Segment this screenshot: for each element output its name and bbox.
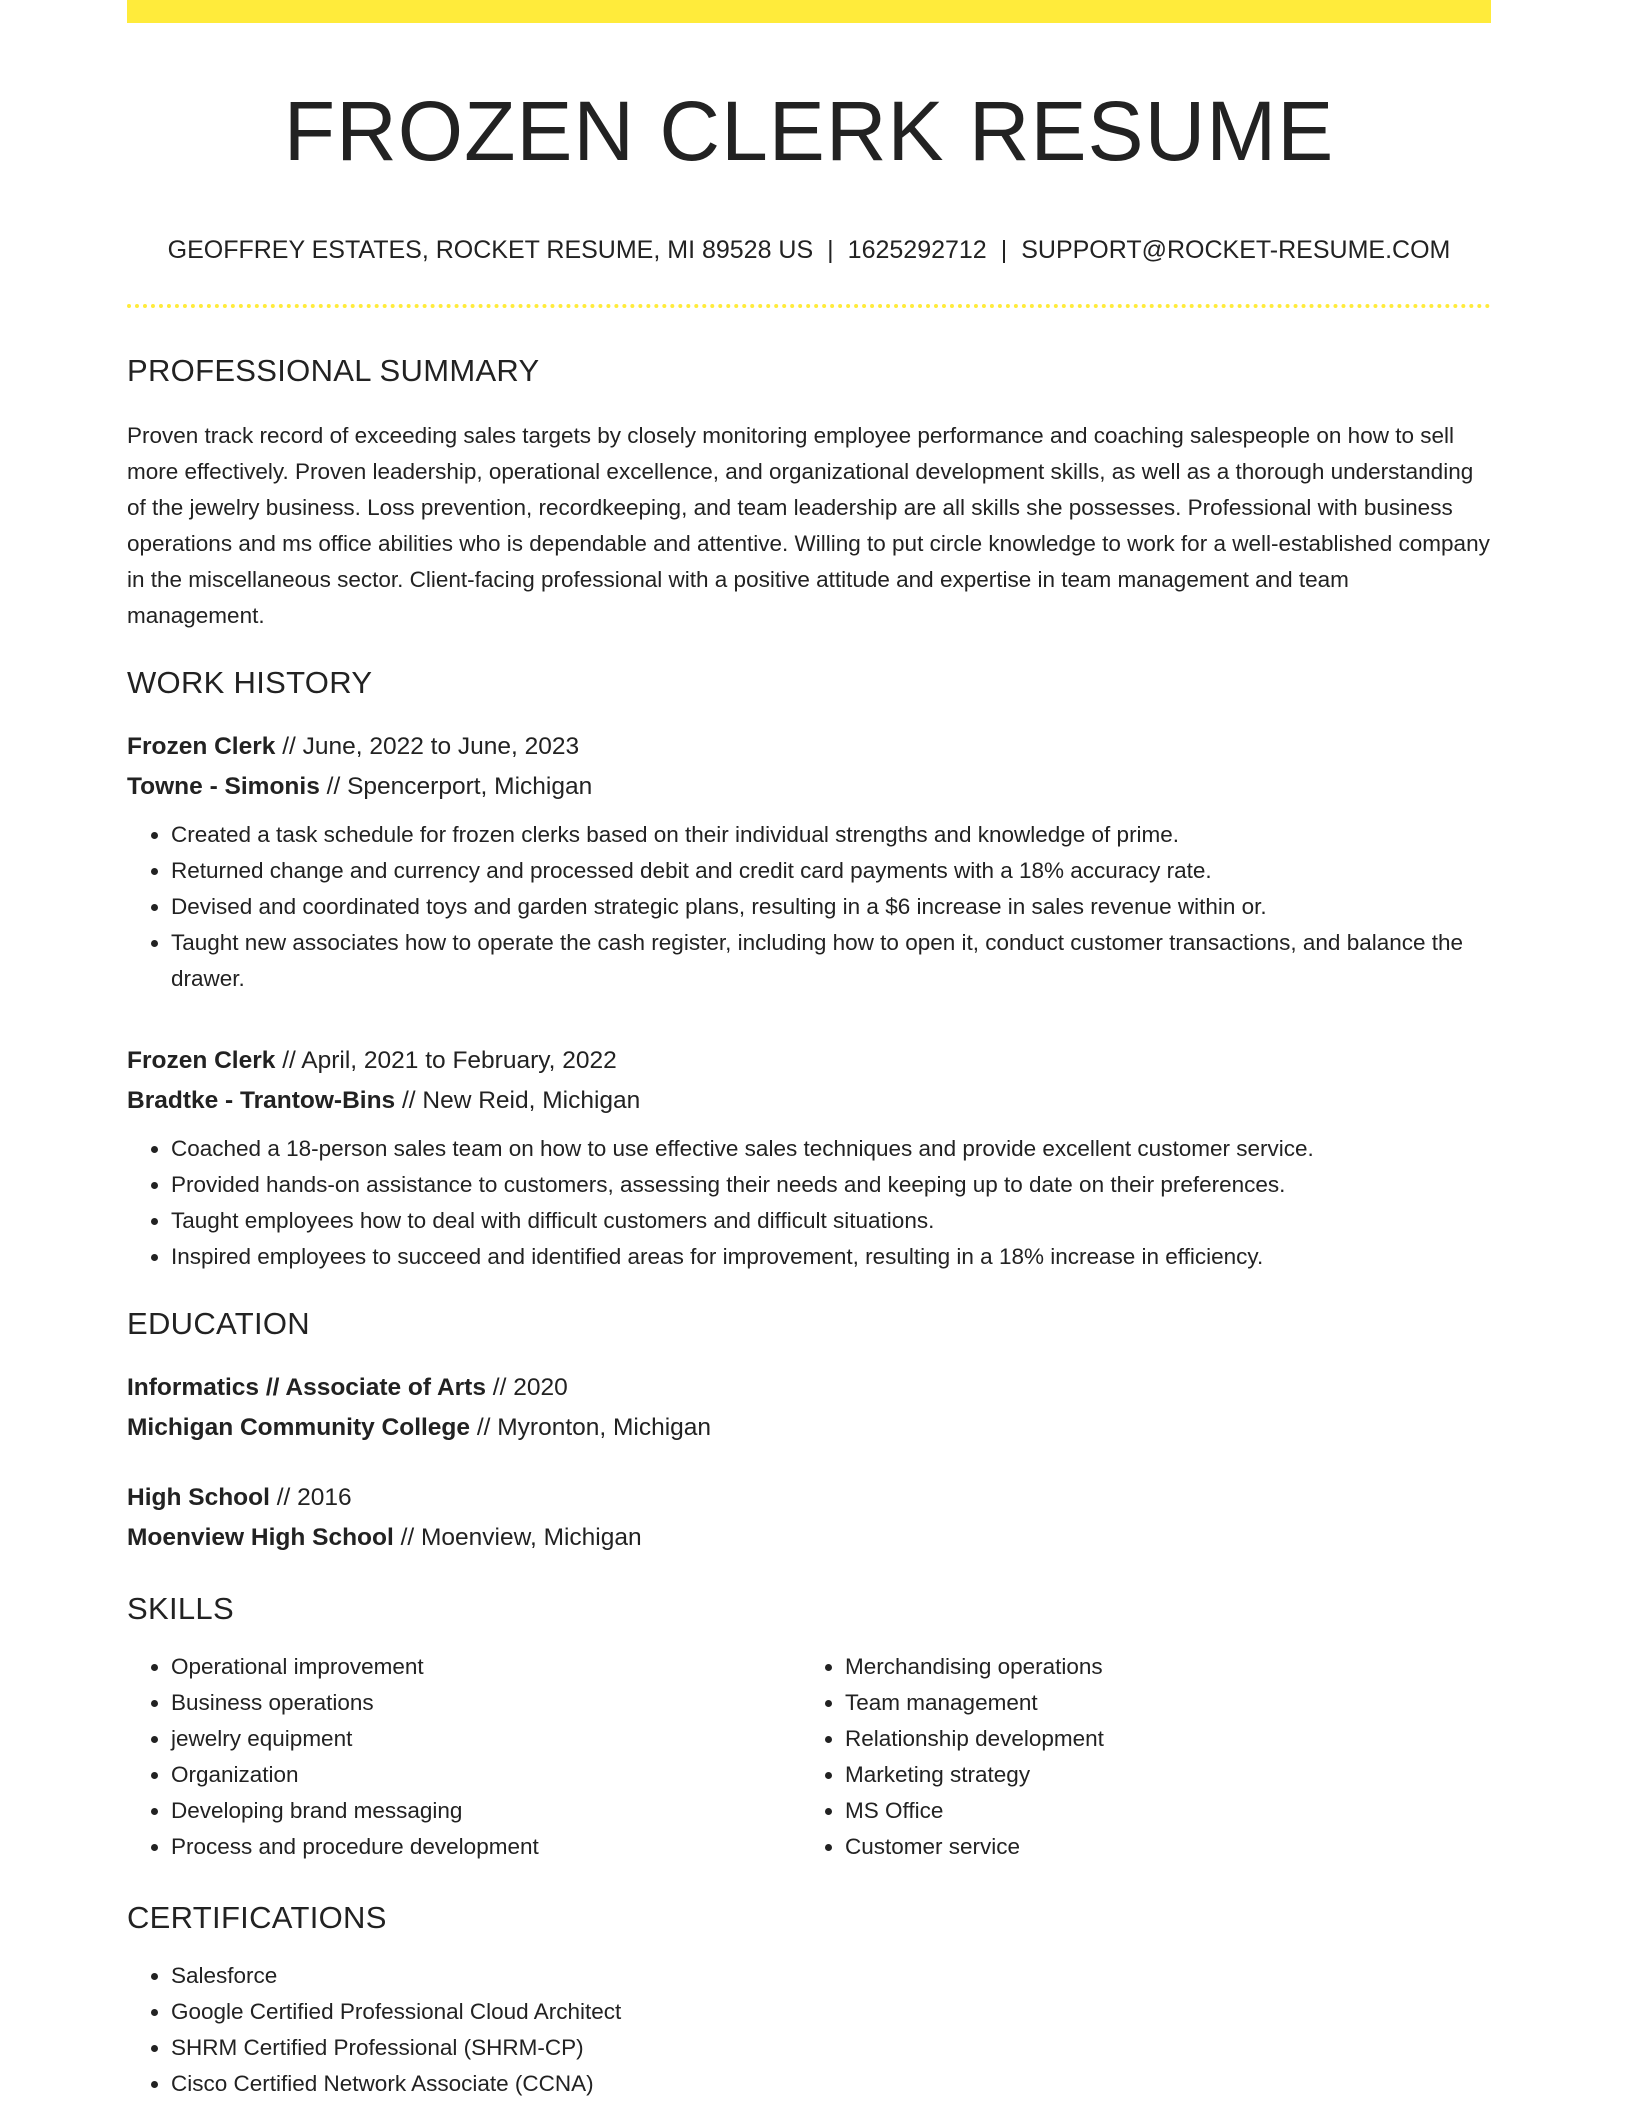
list-item: • Taught new associates how to operate the cash register, including how to open it, conduct customer transactions, and balance the drawer.	[171, 925, 1491, 997]
job-bullets	[127, 817, 1491, 997]
job-company: Towne - Simonis	[127, 772, 320, 800]
job-entry	[127, 1041, 1491, 1275]
job-dates: // April, 2021 to February, 2022	[275, 1046, 617, 1074]
skill-item: • Marketing strategy	[845, 1757, 1104, 1793]
dotted-divider	[127, 304, 1491, 308]
contact-separator: |	[1000, 236, 1008, 265]
work-history-heading: WORK HISTORY	[127, 664, 373, 700]
address: GEOFFREY ESTATES, ROCKET RESUME, MI 89528 US	[167, 236, 814, 265]
skill-item: • Relationship development	[845, 1721, 1104, 1757]
skill-item: • Team management	[845, 1685, 1104, 1721]
education-heading: EDUCATION	[127, 1305, 310, 1341]
skill-item: • Organization	[171, 1757, 801, 1793]
contact-separator: |	[827, 236, 834, 265]
degree-line	[127, 1478, 1491, 1518]
job-bullets	[127, 1131, 1491, 1275]
degree-line	[127, 1368, 1491, 1408]
skills-list-left	[127, 1649, 801, 1865]
school-name: Moenview High School	[127, 1523, 394, 1551]
skills-columns	[127, 1649, 1491, 1865]
certification-item: • Salesforce	[171, 1958, 1491, 1994]
skills-heading: SKILLS	[127, 1590, 234, 1626]
certification-item: • Cisco Certified Network Associate (CCNA)	[171, 2066, 1491, 2102]
skill-item: • Operational improvement	[171, 1649, 801, 1685]
degree: High School	[127, 1483, 270, 1511]
skill-item: • Developing brand messaging	[171, 1793, 801, 1829]
graduation-year: // 2020	[485, 1373, 568, 1401]
job-company-line	[127, 1081, 1491, 1121]
certifications-list	[127, 1958, 1491, 2102]
list-item: • Inspired employees to succeed and identified areas for improvement, resulting in a 18% increase in efficiency.	[171, 1239, 1491, 1275]
contact-line	[127, 235, 1491, 265]
phone-number: 1625292712	[847, 236, 987, 265]
school-location: // Moenview, Michigan	[393, 1523, 642, 1551]
school-name: Michigan Community College	[127, 1413, 471, 1441]
job-title-line	[127, 727, 1491, 767]
education-entry	[127, 1478, 1491, 1558]
skill-item: • Merchandising operations	[845, 1649, 1104, 1685]
list-item: • Coached a 18-person sales team on how to use effective sales techniques and provide excellent customer service.	[171, 1131, 1491, 1167]
skill-item: • Process and procedure development	[171, 1829, 801, 1865]
school-location: // Myronton, Michigan	[470, 1413, 712, 1441]
job-location: // New Reid, Michigan	[395, 1086, 641, 1114]
resume-page	[127, 0, 1491, 2102]
certifications-heading: CERTIFICATIONS	[127, 1900, 387, 1936]
skill-item: • jewelry equipment	[171, 1721, 801, 1757]
school-line	[127, 1408, 1491, 1448]
certification-item: • SHRM Certified Professional (SHRM-CP)	[171, 2030, 1491, 2066]
skill-item: • MS Office	[845, 1793, 1104, 1829]
job-title: Frozen Clerk	[127, 1046, 276, 1074]
job-entry	[127, 727, 1491, 997]
school-line	[127, 1518, 1491, 1558]
skill-item: • Business operations	[171, 1685, 801, 1721]
resume-title: FROZEN CLERK RESUME	[283, 84, 1335, 178]
job-location: // Spencerport, Michigan	[319, 772, 593, 800]
summary-text: Proven track record of exceeding sales targets by closely monitoring employee performance and coaching salespeople on how to sell more effectively. Proven leadership, operational excellence, and organizational development skills, as well as a thorough understanding of the jewelry business. Loss prevention, recordkeeping, and team leadership are all skills she possesses. Professional with business operations and ms office abilities who is dependable and attentive. Willing to put circle knowledge to work for a well-established company in the miscellaneous sector. Client-facing professional with a positive attitude and expertise in team management and team management.	[127, 422, 1490, 628]
top-accent-bar	[127, 0, 1491, 23]
email-address: SUPPORT@ROCKET-RESUME.COM	[1021, 236, 1451, 265]
degree: Informatics // Associate of Arts	[127, 1373, 486, 1401]
list-item: • Devised and coordinated toys and garden strategic plans, resulting in a $6 increase in sales revenue within or.	[171, 889, 1491, 925]
education-entry	[127, 1368, 1491, 1448]
summary-heading: PROFESSIONAL SUMMARY	[127, 353, 540, 389]
skill-item: • Customer service	[845, 1829, 1104, 1865]
graduation-year: // 2016	[269, 1483, 352, 1511]
job-company-line	[127, 767, 1491, 807]
list-item: • Returned change and currency and processed debit and credit card payments with a 18% accuracy rate.	[171, 853, 1491, 889]
job-dates: // June, 2022 to June, 2023	[275, 732, 580, 760]
certification-item: • Google Certified Professional Cloud Architect	[171, 1994, 1491, 2030]
job-company: Bradtke - Trantow-Bins	[127, 1086, 396, 1114]
list-item: • Created a task schedule for frozen clerks based on their individual strengths and knowledge of prime.	[171, 817, 1491, 853]
job-title-line	[127, 1041, 1491, 1081]
job-title: Frozen Clerk	[127, 732, 276, 760]
list-item: • Provided hands-on assistance to customers, assessing their needs and keeping up to date on their preferences.	[171, 1167, 1491, 1203]
list-item: • Taught employees how to deal with difficult customers and difficult situations.	[171, 1203, 1491, 1239]
skills-list-right	[801, 1649, 1104, 1865]
